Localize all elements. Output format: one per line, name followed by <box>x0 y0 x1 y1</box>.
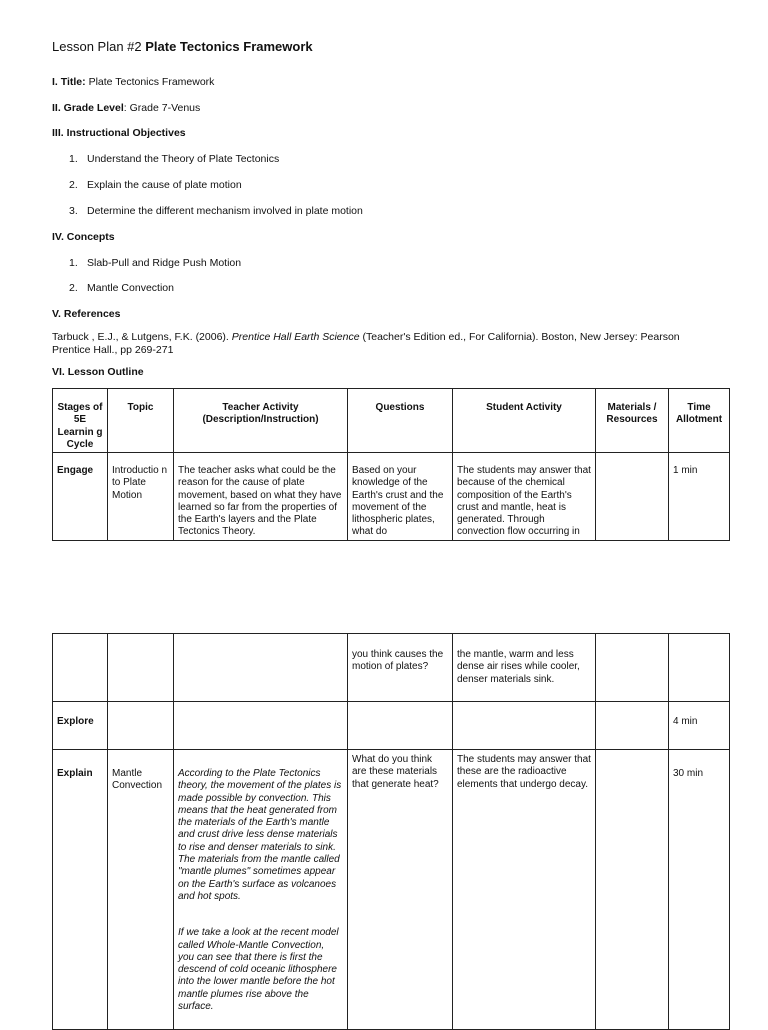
reference-citation: Tarbuck , E.J., & Lutgens, F.K. (2006). Prentice Hall Earth Science (Teacher's Edition ed., For California). Boston, New Jersey: Pearson Prentice Hall., pp 269-271 <box>52 331 680 356</box>
concept-item: 2. Mantle Convection <box>69 282 174 294</box>
header-topic: Topic <box>108 389 174 453</box>
teacher-activity-cell: The teacher asks what could be the reason for the cause of plate movement, based on what they have learned so far from the properties of the Earth's layers and the Plate Tectonics Theory. <box>174 453 348 541</box>
header-questions: Questions <box>348 389 453 453</box>
objective-item: 2. Explain the cause of plate motion <box>69 179 242 191</box>
table-row-explore <box>53 702 730 750</box>
title-section <box>52 76 214 88</box>
student-activity-cell: the mantle, warm and less dense air rises while cooler, denser materials sink. <box>453 634 596 702</box>
concepts-heading: IV. Concepts <box>52 231 115 243</box>
stage-cell: Engage <box>53 453 108 541</box>
header-materials: Materials / Resources <box>596 389 669 453</box>
heading-title: Plate Tectonics Framework <box>145 39 313 54</box>
teacher-activity-paragraph: According to the Plate Tectonics theory, the movement of the plates is made possible by convection. This means that the heat generated from the materials of the Earth's mantle and crust drive less dense materials to rise and denser materials to sink. The materials from the mantle called "mantle plumes" sometimes appear on the Earth's surface as volcanoes and hot spots. <box>178 768 342 902</box>
objectives-heading: III. Instructional Objectives <box>52 127 186 139</box>
materials-cell <box>596 453 669 541</box>
header-teacher-activity: Teacher Activity (Description/Instruction) <box>174 389 348 453</box>
objective-item: 1. Understand the Theory of Plate Tectonics <box>69 153 280 165</box>
questions-cell: What do you think are these materials that generate heat? <box>348 750 453 1030</box>
teacher-activity-cell <box>174 750 348 1030</box>
time-cell: 4 min <box>669 702 730 750</box>
topic-cell: Mantle Convection <box>108 750 174 1030</box>
reference-book-title: Prentice Hall Earth Science <box>231 331 360 343</box>
references-heading: V. References <box>52 308 121 320</box>
student-activity-cell: The students may answer that these are the radioactive elements that undergo decay. <box>453 750 596 1030</box>
lesson-outline-table <box>52 388 730 541</box>
student-activity-cell: The students may answer that because of the chemical composition of the Earth's crust and mantle, heat is generated. Through convection flow occurring in <box>453 453 596 541</box>
header-student-activity: Student Activity <box>453 389 596 453</box>
time-cell: 1 min <box>669 453 730 541</box>
document-heading <box>52 39 313 54</box>
header-time: Time Allotment <box>669 389 730 453</box>
lesson-outline-table-continued <box>52 633 730 1030</box>
concept-item: 1. Slab-Pull and Ridge Push Motion <box>69 257 242 269</box>
lesson-outline-heading: VI. Lesson Outline <box>52 366 144 378</box>
questions-cell: you think causes the motion of plates? <box>348 634 453 702</box>
topic-cell: Introductio n to Plate Motion <box>108 453 174 541</box>
table-header-row <box>53 389 730 453</box>
table-row-engage <box>53 453 730 541</box>
stage-cell: Explain <box>53 750 108 1030</box>
stage-cell: Explore <box>53 702 108 750</box>
time-cell: 30 min <box>669 750 730 1030</box>
teacher-activity-paragraph: If we take a look at the recent model called Whole-Mantle Convection, you can see that there is first the descend of cold oceanic lithosphere into the lower mantle before the hot mantle plumes rise above the surface. <box>178 927 339 1013</box>
objective-item: 3. Determine the different mechanism involved in plate motion <box>69 205 363 217</box>
grade-section <box>52 102 200 114</box>
questions-cell: Based on your knowledge of the Earth's crust and the movement of the lithospheric plates, what do <box>348 453 453 541</box>
table-row-continued <box>53 634 730 702</box>
title-label: I. Title: <box>52 76 86 88</box>
heading-prefix: Lesson Plan #2 <box>52 39 146 54</box>
grade-label: II. Grade Level <box>52 102 124 114</box>
grade-value: : Grade 7-Venus <box>123 102 201 114</box>
table-row-explain <box>53 750 730 1030</box>
header-stages: Stages of 5E Learnin g Cycle <box>53 389 108 453</box>
title-value: Plate Tectonics Framework <box>85 76 215 88</box>
